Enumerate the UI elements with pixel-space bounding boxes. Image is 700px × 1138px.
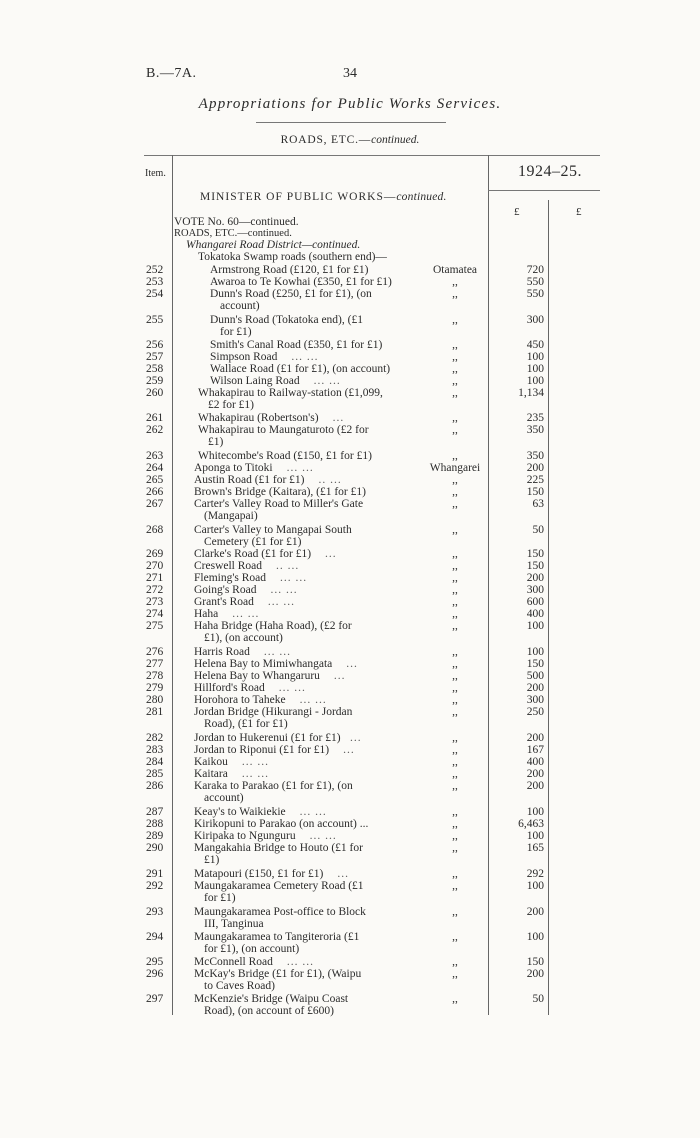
item-description-continued: £2 for £1): [208, 399, 254, 411]
item-number: 269: [146, 548, 164, 560]
road-district: ,,: [452, 276, 458, 288]
section-heading: ROADS, ETC.—continued.: [280, 134, 420, 146]
amount-value: 100: [526, 880, 544, 892]
table-row: [0, 780, 700, 804]
item-column-header: Item.: [145, 168, 166, 179]
leader-dots: ...: [343, 744, 355, 756]
item-description: Whitecombe's Road (£150, £1 for £1): [198, 450, 372, 462]
item-number: 293: [146, 906, 164, 918]
item-number: 270: [146, 560, 164, 572]
road-district: ,,: [452, 584, 458, 596]
item-description: Horohora to Taheke: [194, 694, 286, 706]
item-description: McKay's Bridge (£1 for £1), (Waipu: [194, 968, 362, 980]
item-description: Austin Road (£1 for £1): [194, 474, 305, 486]
item-number: 276: [146, 646, 164, 658]
amount-value: 250: [526, 706, 544, 718]
table-row: [0, 906, 700, 930]
item-number: 289: [146, 830, 164, 842]
item-number: 282: [146, 732, 164, 744]
leader-dots: ...: [332, 412, 345, 424]
road-district: ,,: [452, 351, 458, 363]
item-number: 297: [146, 993, 164, 1005]
amount-value: 50: [532, 993, 544, 1005]
item-number: 277: [146, 658, 164, 670]
road-district: ,,: [452, 387, 458, 399]
table-row: [0, 387, 700, 411]
road-district: ,,: [452, 486, 458, 498]
table-row: [0, 608, 700, 620]
leader-dots: ... ...: [299, 694, 327, 706]
item-description: Haha: [194, 608, 219, 620]
road-district: ,,: [452, 424, 458, 436]
item-description: Armstrong Road (£120, £1 for £1): [210, 264, 369, 276]
table-row: [0, 842, 700, 866]
road-district: ,,: [452, 498, 458, 510]
road-district: ,,: [452, 842, 458, 854]
road-district: Whangarei: [429, 462, 481, 474]
item-description: Brown's Bridge (Kaitara), (£1 for £1): [194, 486, 366, 498]
leader-dots: ...: [325, 548, 337, 560]
table-row: [0, 351, 700, 363]
item-number: 259: [146, 375, 164, 387]
table-row: [0, 968, 700, 992]
item-description: Awaroa to Te Kowhai (£350, £1 for £1): [210, 276, 392, 288]
item-number: 262: [146, 424, 164, 436]
amount-value: 100: [526, 806, 544, 818]
item-number: 294: [146, 931, 164, 943]
leader-dots: ...: [346, 658, 358, 670]
amount-value: 6,463: [518, 818, 544, 830]
leader-dots: ... ...: [280, 572, 308, 584]
table-row: [0, 818, 700, 830]
item-description-continued: for £1): [204, 892, 236, 904]
table-row: [0, 548, 700, 560]
road-district: ,,: [452, 548, 458, 560]
road-district: ,,: [452, 474, 458, 486]
item-number: 253: [146, 276, 164, 288]
road-district: ,,: [452, 706, 458, 718]
amount-value: 63: [532, 498, 544, 510]
amount-value: 150: [526, 658, 544, 670]
item-number: 278: [146, 670, 164, 682]
table-row: [0, 620, 700, 644]
table-row: [0, 670, 700, 682]
table-row: [0, 880, 700, 904]
road-district: ,,: [452, 806, 458, 818]
road-district: ,,: [452, 620, 458, 632]
item-description: Harris Road: [194, 646, 250, 658]
amount-value: 100: [526, 351, 544, 363]
district-heading: Whangarei Road District—continued.: [186, 239, 361, 251]
leader-dots: .. ...: [318, 474, 342, 486]
item-number: 268: [146, 524, 164, 536]
item-description-continued: Road), (£1 for £1): [204, 718, 288, 730]
road-district: ,,: [452, 880, 458, 892]
item-description: Keay's to Waikiekie: [194, 806, 286, 818]
amount-value: 150: [526, 560, 544, 572]
item-description: Jordan to Hukerenui (£1 for £1): [194, 732, 341, 744]
table-row: [0, 424, 700, 448]
road-district: ,,: [452, 756, 458, 768]
road-district: Otamatea: [432, 264, 478, 276]
amount-value: 400: [526, 756, 544, 768]
table-row: [0, 682, 700, 694]
amount-value: 550: [526, 288, 544, 300]
amount-value: 200: [526, 780, 544, 792]
table-row: [0, 524, 700, 548]
item-number: 273: [146, 596, 164, 608]
title-rule: [256, 122, 446, 123]
item-description: Kaitara: [194, 768, 228, 780]
item-description: Karaka to Parakao (£1 for £1), (on: [194, 780, 353, 792]
item-description: Jordan to Riponui (£1 for £1): [194, 744, 330, 756]
item-number: 263: [146, 450, 164, 462]
table-row: [0, 868, 700, 880]
item-description: Maungakaramea to Tangiteroria (£1: [194, 931, 360, 943]
leader-dots: ... ...: [286, 462, 314, 474]
item-description: Kiripaka to Ngunguru: [194, 830, 296, 842]
item-number: 279: [146, 682, 164, 694]
item-number: 281: [146, 706, 164, 718]
pound-sign-1: £: [514, 206, 520, 218]
roads-subheading: ROADS, ETC.—continued.: [174, 228, 292, 239]
amount-value: 350: [526, 424, 544, 436]
table-row: [0, 486, 700, 498]
leader-dots: ... ...: [309, 830, 337, 842]
road-district: ,,: [452, 732, 458, 744]
leader-dots: ... ...: [241, 756, 269, 768]
amount-value: 1,134: [518, 387, 544, 399]
road-district: ,,: [452, 780, 458, 792]
table-row: [0, 276, 700, 288]
year-header-rule: [488, 190, 600, 191]
year-column-header: 1924–25.: [518, 163, 582, 180]
amount-value: 150: [526, 548, 544, 560]
leader-dots: ... ...: [313, 375, 341, 387]
leader-dots: .. ...: [276, 560, 300, 572]
amount-value: 150: [526, 486, 544, 498]
item-description-continued: Cemetery (£1 for £1): [204, 536, 302, 548]
item-description: Jordan Bridge (Hikurangi - Jordan: [194, 706, 353, 718]
item-description: Whakapirau (Robertson's): [198, 412, 319, 424]
item-description: McKenzie's Bridge (Waipu Coast: [194, 993, 349, 1005]
amount-value: 100: [526, 620, 544, 632]
table-row: [0, 375, 700, 387]
item-description: Dunn's Road (£250, £1 for £1), (on: [210, 288, 372, 300]
road-district: ,,: [452, 572, 458, 584]
item-description: Creswell Road: [194, 560, 263, 572]
item-number: 286: [146, 780, 164, 792]
table-row: [0, 314, 700, 338]
item-description-continued: (Mangapai): [204, 510, 258, 522]
amount-value: 200: [526, 572, 544, 584]
amount-value: 300: [526, 584, 544, 596]
leader-dots: ... ...: [267, 596, 296, 608]
leader-dots: ... ...: [291, 351, 319, 363]
page-title: Appropriations for Public Works Services.: [198, 96, 502, 112]
item-description: Whakapirau to Railway-station (£1,099,: [198, 387, 383, 399]
item-description: Mangakahia Bridge to Houto (£1 for: [194, 842, 363, 854]
road-district: ,,: [452, 670, 458, 682]
item-number: 285: [146, 768, 164, 780]
item-description: Kaikou: [194, 756, 228, 768]
pound-sign-2: £: [576, 206, 582, 218]
road-district: ,,: [452, 363, 458, 375]
road-district: ,,: [452, 744, 458, 756]
amount-value: 165: [526, 842, 544, 854]
item-description: Matapouri (£150, £1 for £1): [194, 868, 324, 880]
table-top-rule: [144, 155, 600, 156]
leader-dots: ... ...: [241, 768, 269, 780]
item-number: 252: [146, 264, 164, 276]
table-row: [0, 596, 700, 608]
item-number: 284: [146, 756, 164, 768]
item-number: 280: [146, 694, 164, 706]
item-number: 267: [146, 498, 164, 510]
minister-heading: MINISTER OF PUBLIC WORKS—continued.: [200, 191, 447, 203]
item-description-continued: £1), (on account): [204, 632, 283, 644]
item-description: Carter's Valley Road to Miller's Gate: [194, 498, 364, 510]
road-district: ,,: [452, 658, 458, 670]
item-description: Kirikopuni to Parakao (on account) ...: [194, 818, 369, 830]
table-row: [0, 830, 700, 842]
road-district: ,,: [452, 830, 458, 842]
table-row: [0, 956, 700, 968]
road-district: ,,: [452, 450, 458, 462]
item-number: 296: [146, 968, 164, 980]
item-number: 275: [146, 620, 164, 632]
table-row: [0, 288, 700, 312]
item-description: Wilson Laing Road: [210, 375, 300, 387]
item-description-continued: Road), (on account of £600): [204, 1005, 334, 1017]
table-row: [0, 768, 700, 780]
amount-value: 100: [526, 646, 544, 658]
leader-dots: ...: [337, 868, 349, 880]
item-number: 292: [146, 880, 164, 892]
road-district: ,,: [452, 868, 458, 880]
road-district: ,,: [452, 560, 458, 572]
table-row: [0, 412, 700, 424]
table-row: [0, 732, 700, 744]
road-district: ,,: [452, 608, 458, 620]
leader-dots: ... ...: [263, 646, 292, 658]
table-row: [0, 993, 700, 1017]
item-description: Maungakaramea Post-office to Block: [194, 906, 366, 918]
table-row: [0, 450, 700, 462]
item-number: 272: [146, 584, 164, 596]
amount-value: 235: [526, 412, 544, 424]
road-district: ,,: [452, 596, 458, 608]
road-district: ,,: [452, 931, 458, 943]
table-row: [0, 339, 700, 351]
vote-heading: VOTE No. 60—continued.: [174, 216, 299, 228]
road-district: ,,: [452, 412, 458, 424]
item-description: Haha Bridge (Haha Road), (£2 for: [194, 620, 352, 632]
item-description-continued: for £1), (on account): [204, 943, 300, 955]
leader-dots: ... ...: [299, 806, 327, 818]
item-number: 288: [146, 818, 164, 830]
table-row: [0, 560, 700, 572]
amount-value: 350: [526, 450, 544, 462]
road-district: ,,: [452, 288, 458, 300]
table-row: [0, 756, 700, 768]
amount-value: 200: [526, 906, 544, 918]
road-district: ,,: [452, 694, 458, 706]
amount-value: 200: [526, 768, 544, 780]
amount-value: 292: [526, 868, 544, 880]
amount-value: 300: [526, 694, 544, 706]
table-row: [0, 572, 700, 584]
amount-value: 200: [526, 682, 544, 694]
page-number: 34: [343, 66, 357, 81]
road-district: ,,: [452, 993, 458, 1005]
item-description-continued: III, Tanginua: [204, 918, 264, 930]
amount-value: 400: [526, 608, 544, 620]
item-description-continued: for £1): [220, 326, 252, 338]
item-number: 271: [146, 572, 164, 584]
road-district: ,,: [452, 646, 458, 658]
item-number: 255: [146, 314, 164, 326]
amount-value: 550: [526, 276, 544, 288]
item-number: 256: [146, 339, 164, 351]
table-row: [0, 363, 700, 375]
leader-dots: ... ...: [286, 956, 315, 968]
item-description: Going's Road: [194, 584, 257, 596]
item-description: Helena Bay to Whangaruru: [194, 670, 320, 682]
amount-value: 150: [526, 956, 544, 968]
road-district: ,,: [452, 339, 458, 351]
road-district: ,,: [452, 682, 458, 694]
swamp-roads-heading: Tokatoka Swamp roads (southern end)—: [198, 251, 387, 263]
road-district: ,,: [452, 968, 458, 980]
item-description: Clarke's Road (£1 for £1): [194, 548, 312, 560]
table-row: [0, 646, 700, 658]
leader-dots: ...: [350, 732, 362, 744]
amount-value: 600: [526, 596, 544, 608]
road-district: ,,: [452, 524, 458, 536]
amount-value: 100: [526, 931, 544, 943]
amount-value: 200: [526, 462, 544, 474]
item-description: Hillford's Road: [194, 682, 265, 694]
road-district: ,,: [452, 768, 458, 780]
item-description: Simpson Road: [210, 351, 278, 363]
amount-value: 200: [526, 732, 544, 744]
table-row: [0, 264, 700, 276]
table-row: [0, 498, 700, 522]
amount-value: 100: [526, 830, 544, 842]
amount-value: 225: [526, 474, 544, 486]
item-description-continued: £1): [208, 436, 224, 448]
item-number: 254: [146, 288, 164, 300]
item-description: Maungakaramea Cemetery Road (£1: [194, 880, 364, 892]
item-number: 283: [146, 744, 164, 756]
item-description: Fleming's Road: [194, 572, 267, 584]
table-row: [0, 694, 700, 706]
item-description: Smith's Canal Road (£350, £1 for £1): [210, 339, 383, 351]
item-description: Aponga to Titoki: [194, 462, 273, 474]
amount-value: 200: [526, 968, 544, 980]
item-number: 261: [146, 412, 164, 424]
item-number: 260: [146, 387, 164, 399]
item-number: 264: [146, 462, 164, 474]
leader-dots: ...: [333, 670, 346, 682]
document-reference: B.—7A.: [146, 66, 197, 81]
amount-value: 100: [526, 363, 544, 375]
table-row: [0, 462, 700, 474]
table-row: [0, 744, 700, 756]
table-row: [0, 658, 700, 670]
road-district: ,,: [452, 906, 458, 918]
item-number: 266: [146, 486, 164, 498]
item-number: 290: [146, 842, 164, 854]
item-number: 295: [146, 956, 164, 968]
table-row: [0, 706, 700, 730]
road-district: ,,: [452, 956, 458, 968]
amount-value: 167: [526, 744, 544, 756]
item-description: Grant's Road: [194, 596, 254, 608]
item-number: 257: [146, 351, 164, 363]
leader-dots: ... ...: [232, 608, 260, 620]
amount-value: 450: [526, 339, 544, 351]
road-district: ,,: [452, 375, 458, 387]
road-district: ,,: [452, 818, 458, 830]
amount-value: 500: [526, 670, 544, 682]
leader-dots: ... ...: [270, 584, 298, 596]
item-description-continued: account): [220, 300, 260, 312]
amount-value: 300: [526, 314, 544, 326]
item-description-continued: £1): [204, 854, 220, 866]
table-row: [0, 584, 700, 596]
item-number: 274: [146, 608, 164, 620]
item-description: Carter's Valley to Mangapai South: [194, 524, 352, 536]
item-number: 265: [146, 474, 164, 486]
table-row: [0, 931, 700, 955]
item-number: 291: [146, 868, 164, 880]
leader-dots: ... ...: [278, 682, 306, 694]
item-description: Whakapirau to Maungaturoto (£2 for: [198, 424, 369, 436]
item-description: Helena Bay to Mimiwhangata: [194, 658, 333, 670]
amount-value: 720: [526, 264, 544, 276]
item-description: McConnell Road: [194, 956, 273, 968]
amount-value: 50: [532, 524, 544, 536]
table-row: [0, 474, 700, 486]
road-district: ,,: [452, 314, 458, 326]
amount-value: 100: [526, 375, 544, 387]
item-description: Dunn's Road (Tokatoka end), (£1: [210, 314, 363, 326]
item-description: Wallace Road (£1 for £1), (on account): [210, 363, 391, 375]
item-number: 258: [146, 363, 164, 375]
table-row: [0, 806, 700, 818]
item-description-continued: account): [204, 792, 244, 804]
item-number: 287: [146, 806, 164, 818]
item-description-continued: to Caves Road): [204, 980, 275, 992]
